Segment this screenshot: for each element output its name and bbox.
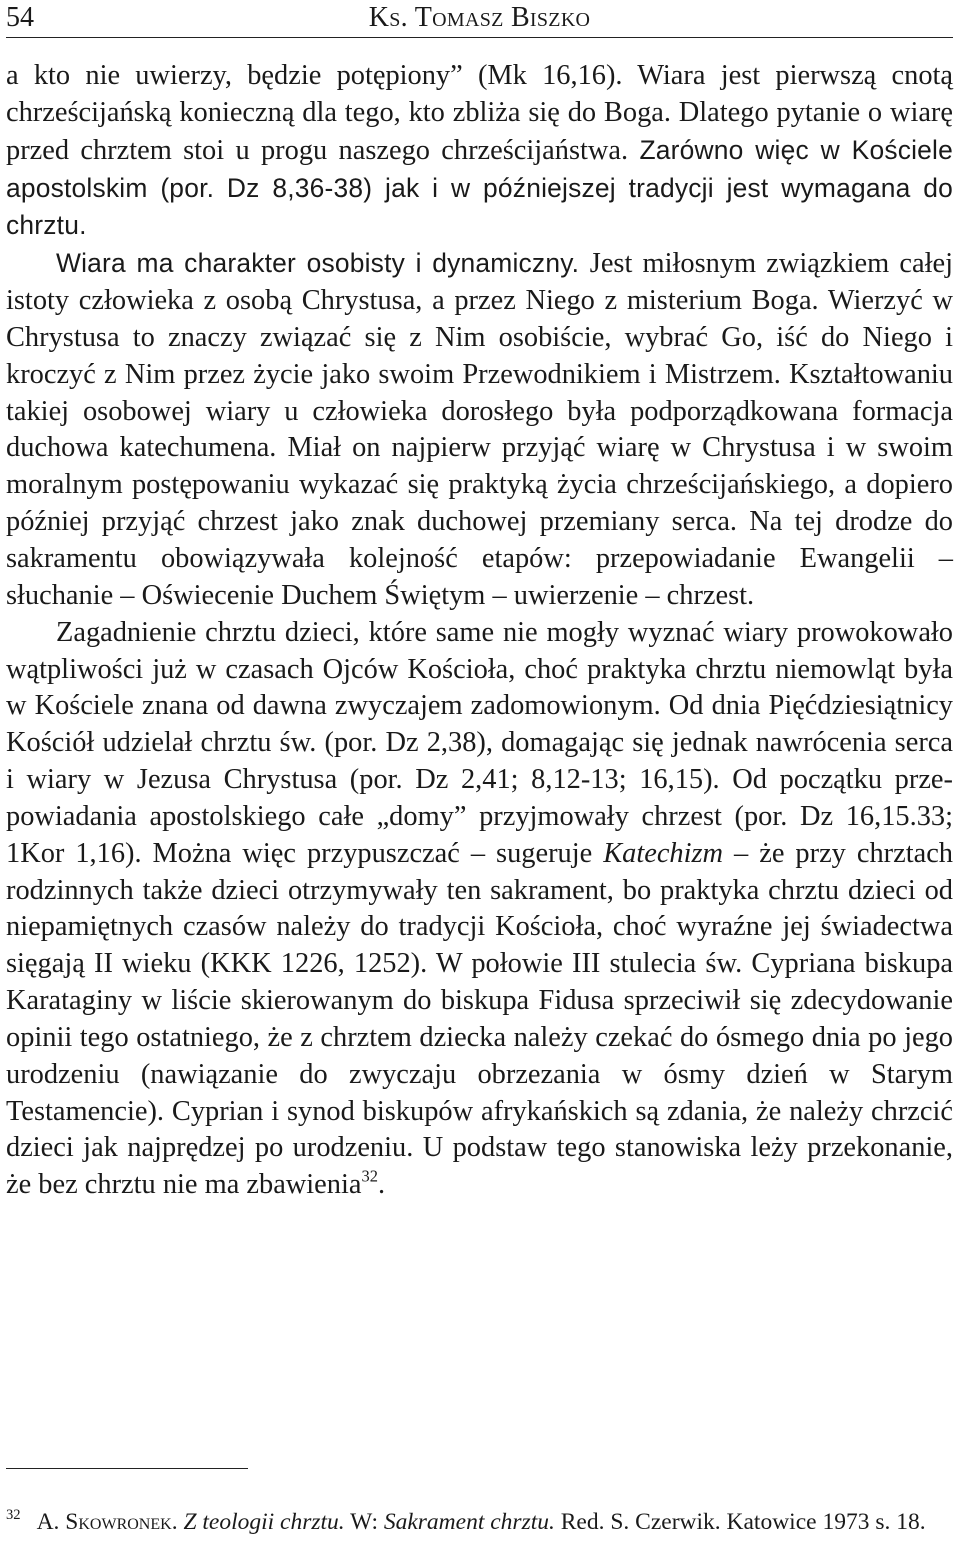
footnote-author-surname: Skowronek (65, 1509, 172, 1535)
paragraph-2 (6, 245, 953, 614)
paragraph-1-sans: Zarówno więc w Kościele apostolskim (por. Dz 8,36-38) jak i w późniejszej tradycji jest wymagana do chrztu. (6, 134, 953, 241)
page-number: 54 (6, 2, 34, 33)
paragraph-1-serif: a kto nie uwierzy, będzie potępiony” (Mk 16,16). Wiara jest pierwszą cnotą chrześcijańską konieczną dla tego, kto zbliża się do Boga. Dlatego pytanie o wiarę przed chrztem stoi u progu naszego chrześcijaństwa. (6, 60, 953, 166)
paragraph-3-part-1: Zagadnienie chrztu dzieci, które same nie mogły wyznać wiary prowokowało wątpliwości już w czasach Ojców Kościoła, choć praktyka chrztu niemowląt była w Kościele znana od dawna zwyczajem zadomowionym. Od dnia Pięćdziesiątnicy Kościół udzielał chrztu św. (por. Dz 2,38), domagając się jednak nawrócenia serca i wiary w Jezusa Chrystusa (por. Dz 2,41; 8,12-13; 16,15). Od początku przepowiadania apostolskiego całe „domy” przyjmowały chrzest (por. Dz 16,15.33; 1Kor 1,16). Można więc przypuszczać – sugeruje (6, 616, 953, 869)
header-rule (6, 37, 953, 38)
paragraph-3-part-2: – że przy chrztach rodzinnych także dzieci otrzymywały ten sakrament, bo praktyka chrztu dzieci od niepamiętnych czasów należy do tradycji Kościoła, choć wyraźne jej świadectwa sięgają II wieku (KKK 1226, 1252). W połowie III stulecia św. Cypriana biskupa Karataginy w liście skierowanym do biskupa Fidusa sprzeciwił się zdecydowanie opinii tego ostatniego, że z chrztem dziecka należy czekać do ósmego dnia po jego urodzeniu (nawiązanie do zwyczaju obrzezania w ósmy dzień w Starym Testamencie). Cyprian i synod biskupów afrykańskich są zdania, że należy chrzcić dzieci jak najprędzej po urodzeniu. U podstaw tego stanowiska leży przekonanie, że bez chrztu nie ma zbawienia (6, 837, 953, 1201)
page (6, 0, 953, 1535)
footnote-number: 32 (6, 1506, 21, 1523)
paragraph-2-serif: Jest miłosnym związkiem całej istoty człowieka z osobą Chrystusa, a przez Niego z misterium Boga. Wierzyć w Chrystusa to znaczy związać się z Nim osobiście, wybrać Go, iść do Niego i kroczyć z Nim przez życie jako swoim Przewodnikiem i Mistrzem. Kształtowaniu takiej osobowej wiary u człowieka dorosłego była podporządkowana formacja duchowa katechumena. Miał on najpierw przyjąć wiarę w Chrystusa i w swoim moralnym postępowaniu wykazać się praktyką życia chrześcijańskiego, a dopiero później przyjąć chrzest jako znak duchowej przemiany serca. Na tej drodze do sakramentu obowiązywała kolejność etapów: przepowiadanie Ewangelii – słuchanie – Oświecenie Duchem Świętym – uwierzenie – chrzest. (6, 248, 953, 611)
footnote-author-initial: A. (36, 1509, 66, 1535)
footnote-in: W: (344, 1509, 384, 1535)
footnote-after-author: . (171, 1509, 184, 1535)
paragraph-2-sans: Wiara ma charakter osobisty i dynamiczny. (56, 248, 590, 279)
paragraph-3-end: . (377, 1169, 386, 1201)
footnote (6, 1506, 953, 1538)
footnote-title: Z teologii chrztu. (183, 1509, 345, 1535)
paragraph-3-italic: Katechizm (603, 837, 724, 869)
footnote-rest: Red. S. Czerwik. Katowice 1973 s. 18. (554, 1509, 926, 1535)
page-header (6, 0, 953, 36)
paragraph-1 (6, 58, 953, 245)
paragraph-3 (6, 615, 953, 1205)
footnote-rule (6, 1468, 248, 1469)
body-text (6, 58, 953, 1204)
footnote-reference[interactable]: 32 (361, 1166, 378, 1186)
running-head: Ks. Tomasz Biszko (368, 2, 591, 33)
footnote-book: Sakrament chrztu. (383, 1509, 555, 1535)
